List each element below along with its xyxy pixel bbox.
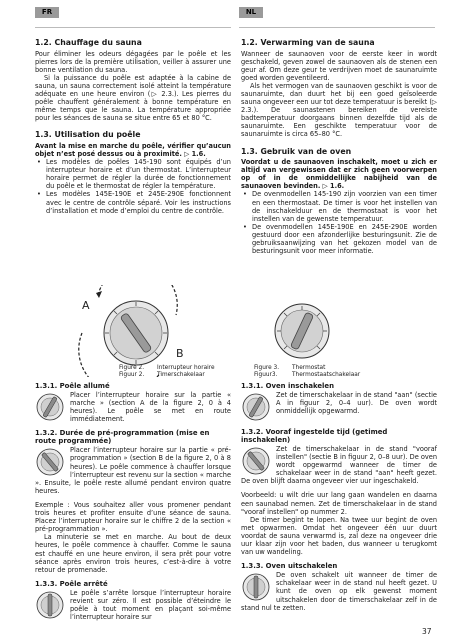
nl-section-1-2-title: 1.2. Verwarming van de sauna (241, 38, 375, 47)
fr-section-1-3-3-title: 1.3.3. Poêle arrêté (35, 579, 108, 588)
nl-section-1-3-intro: Voordat u de saunaoven inschakelt, moet u zich er altijd van vergewissen dat er zich geen voorwerpen op of in de onmiddellijke nabijheid van de saunaoven bevinden. ▷ 1.6. (241, 158, 437, 191)
nl-section-1-3-1-body (241, 391, 437, 422)
list-item: • De ovenmodellen 145E-190E en 245E-290E worden gestuurd door een afzonderlijke besturingsunit. Zie de gebruiksaanwijzing van het gekozen model van de besturingsunit voor meer informatie. (241, 223, 437, 255)
nl-section-1-2-p1: Wanneer de saunaoven voor de eerste keer in wordt geschakeld, geven zowel de saunaoven als de stenen een geur af. Om deze geur te verdrijven moet de saunaruimte goed worden geventileerd. (241, 49, 437, 82)
fig2-num-nl: Figuur 2. (119, 371, 145, 378)
nl-section-1-3-3-body (241, 571, 437, 611)
language-tab-fr: FR (35, 7, 59, 18)
nl-section-1-3-1-title: 1.3.1. Oven inschakelen (241, 382, 334, 390)
nl-section-1-3-2-body (241, 445, 437, 485)
fr-section-1-2-title: 1.2. Chauffage du sauna (35, 38, 142, 47)
fr-section-1-2-p1: Pour éliminer les odeurs dégagées par le poêle et les pierres lors de la première utilisation, veiller à assurer une bonne ventilation du sauna. (35, 49, 231, 74)
list-item: • Les modèles 145E-190E et 245E-290E fonctionnent avec le centre de contrôle séparé. Voir les instructions d’installation et mode d’emploi du centre de contrôle. (35, 190, 231, 214)
fig3-num-nl: Figuur3. (254, 371, 278, 378)
fig2-num-fr: Figure 2. (119, 365, 145, 371)
fr-models-list (35, 158, 231, 215)
fr-section-1-3-1-text: Placer l’interrupteur horaire sur la partie « marche » (section A de la figure 2, 0 à 4 heures). Le poêle se met en route immédiatement. (70, 391, 231, 424)
fr-section-1-3-2-body (35, 446, 231, 495)
nl-section-1-2-p2: Als het vermogen van de saunaoven geschikt is voor de saunaruimte, dan duurt het bij een goed geïsoleerde sauna ongeveer een uur tot deze temperatuur is bereikt (▷ 2.3.). De saunastenen bereiken de vereiste badtemperatuur doorgaans binnen dezelfde tijd als de saunaruimte. Een geschikte temperatuur voor de saunaruimte is circa 65–80 °C. (241, 81, 437, 139)
fr-section-1-3-1-body (35, 391, 231, 423)
fig3-label-nl: Thermostaatschakelaar (292, 371, 361, 378)
fr-column-top (35, 38, 231, 215)
nl-section-1-3-2-example: Voorbeeld: u wilt drie uur lang gaan wandelen en daarna een saunabad nemen. Zet de timerschakelaar in de stand "vooraf instellen" op nummer 2. (241, 491, 437, 516)
fr-section-1-3-intro: Avant la mise en marche du poêle, vérifier qu’aucun objet n’est posé dessus ou à proximité. ▷ 1.6. (35, 141, 231, 158)
figure-2-timer (58, 285, 198, 377)
fig2-label-nl: Timerschakelaar (157, 371, 205, 378)
nl-section-1-3-2-p2: De timer begint te lopen. Na twee uur begint de oven met opwarmen. Omdat het ongeveer één uur duurt voordat de sauna verwarmd is, zal deze na ongeveer drie uur klaar zijn voor het baden, dus wanneer u terugkomt van uw wandeling. (241, 515, 437, 557)
list-item: • De ovenmodellen 145-190 zijn voorzien van een timer en een thermostaat. De timer is voor het instellen van de inschakelduur en de thermostaat is voor het instellen van de gewenste temperatuur. (241, 190, 437, 222)
list-item: • Les modèles de poêles 145-190 sont équipés d’un interrupteur horaire et d’un thermostat. L’interrupteur horaire permet de régler la durée de fonctionnement du poêle et le thermostat de régler la température. (35, 158, 231, 190)
fr-section-1-3-3-text: Le poêle s’arrête lorsque l’interrupteur horaire revient sur zéro. Il est possible d’éteindre le poêle à tout moment en plaçant soi-même l’interrupteur horaire sur (70, 588, 231, 622)
fr-section-1-2-p2: Si la puissance du poêle est adaptée à la cabine de sauna, un sauna correctement isolé atteint la température adéquate en une heure environ (▷ 2.3.). Les pierres du poêle chauffent généralement à bonne température en même temps que le sauna. La température appropriée pour les séances de sauna se situe entre 65 et 80 °C. (35, 73, 231, 123)
thermostat-illustration (262, 300, 342, 362)
figure-3-caption (254, 365, 434, 378)
fr-section-1-3-title: 1.3. Utilisation du poêle (35, 130, 141, 140)
figure-2-caption (119, 365, 231, 378)
fr-column-bottom (35, 382, 231, 621)
timer-icon (241, 446, 271, 476)
nl-section-1-3-1-text: Zet de timerschakelaar in de stand "aan" (sectie A in figuur 2, 0–4 uur). De oven wordt onmiddellijk opgewarmd. (276, 391, 437, 416)
timer-icon (35, 447, 65, 477)
nl-section-1-3-title: 1.3. Gebruik van de oven (241, 146, 352, 156)
fr-section-1-3-2-title: 1.3.2. Durée de pré-programmation (mise en route programmée) (35, 429, 210, 446)
nl-section-1-3-3-text: De oven schakelt uit wanneer de timer de schakelaar weer in de stand nul heeft gezet. U kunt de oven op elk gewenst moment uitschakelen door de timerschakelaar zelf in de stand nul te zetten. (241, 571, 437, 612)
nl-column-top (241, 38, 437, 255)
page-number: 37 (422, 627, 432, 636)
fig3-num-fr: Figure 3. (254, 365, 280, 371)
fig3-label-fr: Thermostat (292, 365, 326, 371)
fig-label-a: A (82, 299, 90, 312)
nl-column-bottom (241, 382, 437, 612)
timer-icon (35, 392, 65, 422)
timer-icon (241, 392, 271, 422)
fig-label-b: B (176, 347, 184, 360)
fr-section-1-3-2-example: Exemple : Vous souhaitez aller vous promener pendant trois heures et profiter ensuite d’une séance de sauna. Placez l’interrupteur horaire sur le chiffre 2 de la section « pré-programmation ». (35, 500, 231, 534)
header-rule-right (239, 27, 435, 28)
header-rule-left (35, 27, 231, 28)
fr-section-1-3-2-text: Placer l’interrupteur horaire sur la partie « pré-programmation » (section B de la figure 2, 0 à 8 heures). Le poêle commence à chauffer lorsque l’interrupteur est revenu sur la section « marche ». Ensuite, le poêle reste allumé pendant environ quatre heures. (35, 446, 231, 495)
timer-dial-illustration (58, 285, 198, 377)
fr-section-1-3-2-p2: La minuterie se met en marche. Au bout de deux heures, le poêle commence à chauffer. Comme le sauna est chauffé en une heure environ, il sera prêt pour votre séance après environ trois heures, c’est-à-dire à votre retour de promenade. (35, 533, 231, 574)
figure-3-thermostat (262, 300, 342, 362)
arc-arrow-a (96, 291, 102, 298)
language-tab-nl: NL (239, 7, 263, 18)
nl-section-1-3-3-title: 1.3.3. Oven uitschakelen (241, 562, 338, 571)
timer-icon (35, 590, 65, 620)
fr-section-1-3-1-title: 1.3.1. Poêle allumé (35, 382, 110, 390)
nl-section-1-3-2-text: Zet de timerschakelaar in de stand "vooraf instellen" (sectie B in figuur 2, 0–8 uur). De oven wordt opgewarmd wanneer de timer de schakelaar weer in de stand "aan" heeft gezet. De oven blijft daarna ongeveer vier uur ingeschakeld. (241, 445, 438, 486)
nl-section-1-3-2-title: 1.3.2. Vooraf ingestelde tijd (getimed inschakelen) (241, 428, 388, 444)
timer-icon (241, 572, 271, 602)
fig2-label-fr: Interrupteur horaire (157, 365, 215, 371)
fr-section-1-3-3-body (35, 589, 231, 621)
nl-models-list (241, 190, 437, 255)
